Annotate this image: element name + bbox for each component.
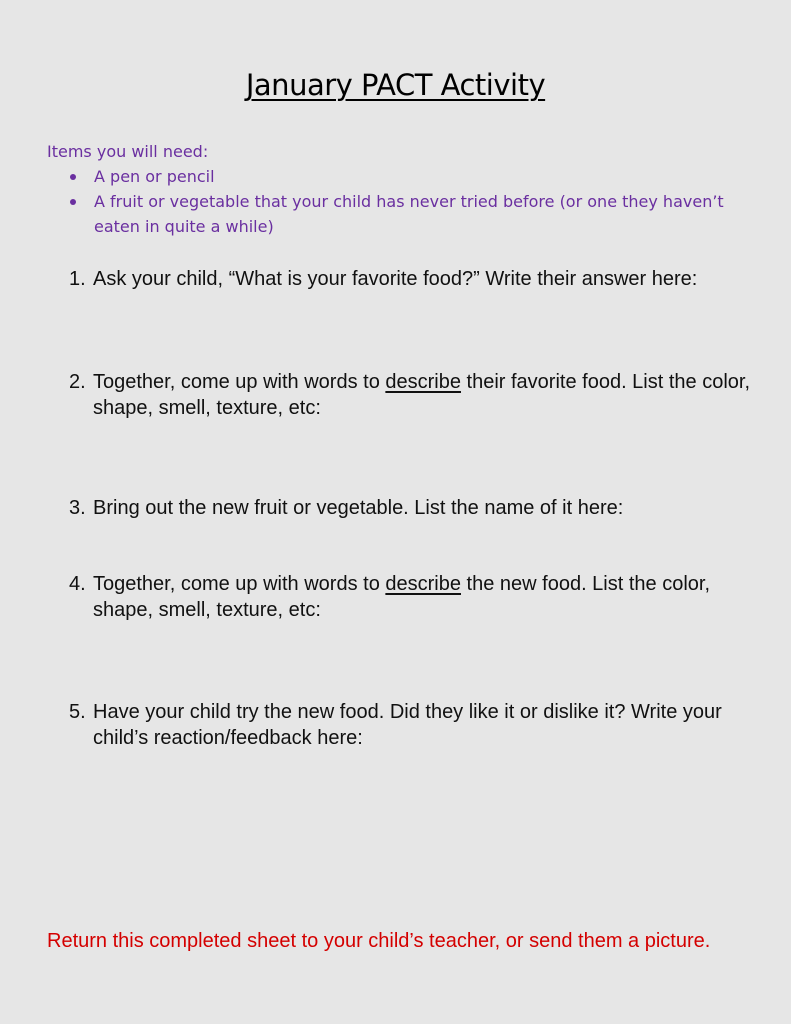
step-5 xyxy=(69,699,759,751)
list-item xyxy=(47,164,747,189)
step-text xyxy=(69,571,759,623)
item-label: A fruit or vegetable that your child has never tried before (or one they haven’t eaten in quite a while) xyxy=(94,192,724,236)
step-3 xyxy=(69,495,759,521)
step-number: 5. xyxy=(69,701,86,723)
step-text: Have your child try the new food. Did they like it or dislike it? Write your child’s reaction/feedback here: xyxy=(93,701,722,749)
items-needed-list xyxy=(47,164,747,239)
step-number: 1. xyxy=(69,268,86,290)
step-text: Bring out the new fruit or vegetable. List the name of it here: xyxy=(93,497,624,519)
return-instructions: Return this completed sheet to your child’s teacher, or send them a picture. xyxy=(47,930,711,952)
step-text-part: Together, come up with words to xyxy=(93,573,386,595)
step-number: 3. xyxy=(69,497,86,519)
step-text-part: the new food. List the color, shape, smell, texture, etc: xyxy=(93,573,711,621)
step-text xyxy=(69,369,759,421)
item-label: A pen or pencil xyxy=(94,167,215,186)
step-text-part: Together, come up with words to xyxy=(93,371,386,393)
bullet-icon xyxy=(70,199,76,205)
step-number: 2. xyxy=(69,371,86,393)
list-item xyxy=(47,189,747,239)
step-2 xyxy=(69,369,759,421)
step-1 xyxy=(69,266,759,292)
step-4 xyxy=(69,571,759,623)
step-text: Ask your child, “What is your favorite food?” Write their answer here: xyxy=(93,268,698,290)
bullet-icon xyxy=(70,174,76,180)
describe-emphasis: describe xyxy=(385,573,461,595)
items-needed-section xyxy=(47,139,747,239)
describe-emphasis: describe xyxy=(385,371,461,393)
step-text-part: their favorite food. List the color, shape, smell, texture, etc: xyxy=(93,371,751,419)
page-title: January PACT Activity xyxy=(245,68,546,102)
items-needed-heading: Items you will need: xyxy=(47,142,209,161)
step-number: 4. xyxy=(69,573,86,595)
